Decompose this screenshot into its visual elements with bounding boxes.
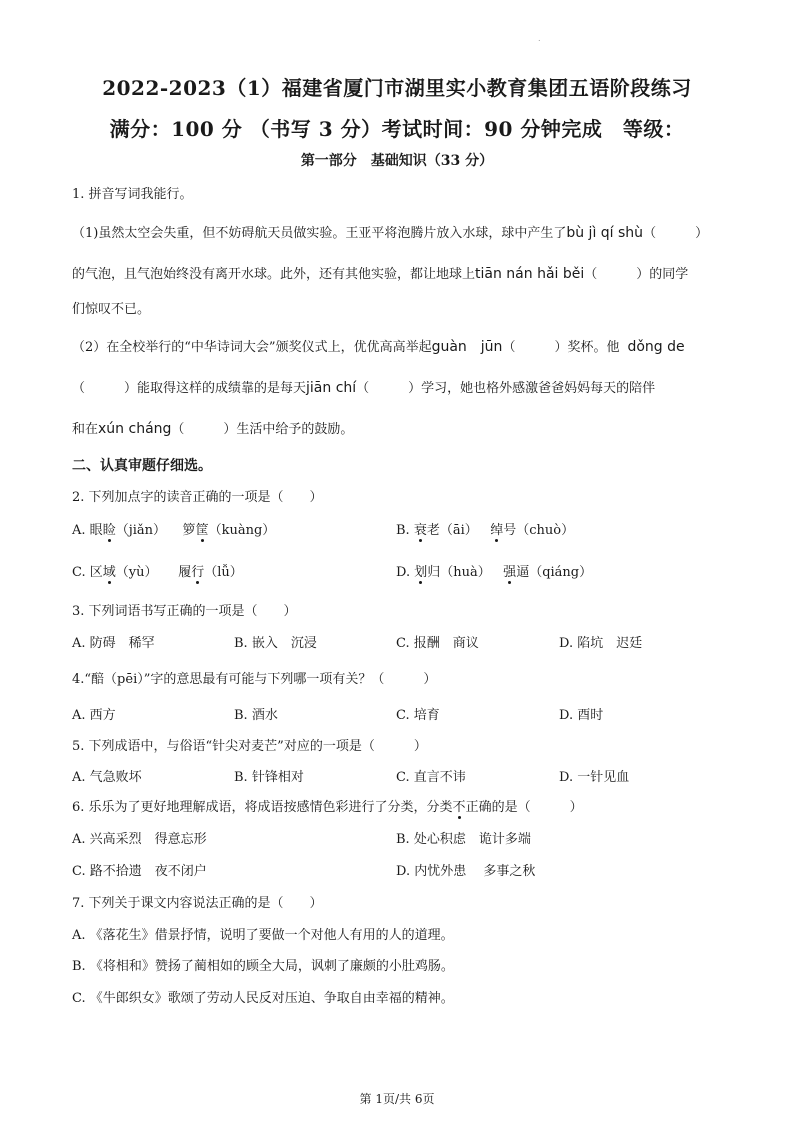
q1-part1-line3: 们惊叹不已。 xyxy=(72,302,151,317)
q1-part2-line2 xyxy=(72,377,655,396)
q7-option-c[interactable]: C. 《牛郎织女》歌颂了劳动人民反对压迫、争取自由幸福的精神。 xyxy=(72,991,454,1006)
q2-c-dotted-char-2: 行 xyxy=(191,561,204,580)
q6-stem-part1: 6. 乐乐为了更好地理解成语，将成语按感情色彩进行了分类，分类 xyxy=(72,800,453,815)
q6-stem-part2: 正确的是（ ） xyxy=(465,800,583,815)
q4-option-c[interactable]: C. 培育 xyxy=(396,708,440,723)
exam-title: 2022-2023（1）福建省厦门市湖里实小教育集团五语阶段练习 xyxy=(102,76,692,100)
q2-option-d[interactable] xyxy=(396,561,592,580)
q2-a-pinyin-2: （kuàng） xyxy=(208,523,276,538)
q7-stem: 7. 下列关于课文内容说法正确的是（ ） xyxy=(72,896,323,911)
q7-option-a[interactable]: A. 《落花生》借景抒情，说明了要做一个对他人有用的人的道理。 xyxy=(72,928,454,943)
q2-a-dotted-char-2: 筐 xyxy=(196,519,209,538)
q1-blank-2[interactable]: （ ）的同学 xyxy=(584,267,689,282)
q2-d-pinyin-2: （qiáng） xyxy=(529,565,593,580)
q1-blank-3[interactable]: （ ）奖杯。他 xyxy=(502,340,620,355)
q2-b-dotted-char: 衰 xyxy=(414,519,427,538)
q6-option-d[interactable]: D. 内忧外患 多事之秋 xyxy=(396,864,536,879)
q6-stem xyxy=(72,796,583,815)
q2-d-pinyin: （huà） xyxy=(440,565,491,580)
q1-part1-text-2: 的气泡，且气泡始终没有离开水球。此外，还有其他实验，都让地球上 xyxy=(72,267,476,282)
q2-c-dotted-char: 域 xyxy=(103,561,116,580)
q2-c-label: C. xyxy=(72,565,86,580)
section-two-heading: 二、认真审题仔细选。 xyxy=(72,458,212,474)
q2-d-char: 归 xyxy=(427,565,441,580)
q1-pinyin-buji: bù jì qí shù xyxy=(566,225,644,241)
q2-a-char-2: 箩 xyxy=(182,523,196,538)
q1-part2-line1 xyxy=(72,336,685,356)
q5-option-c[interactable]: C. 直言不讳 xyxy=(396,770,466,785)
section-one-heading: 第一部分 基础知识（33 分） xyxy=(300,153,494,169)
q1-blank-6[interactable]: （ ）生活中给予的鼓励。 xyxy=(171,422,354,437)
q1-blank-4[interactable]: （ ）能取得这样的成绩靠的是每天 xyxy=(72,381,307,396)
q5-option-d[interactable]: D. 一针见血 xyxy=(559,770,630,785)
q6-option-b[interactable]: B. 处心积虑 诡计多端 xyxy=(396,832,531,847)
q2-c-pinyin: （yù） xyxy=(115,565,158,580)
q2-d-label: D. xyxy=(396,565,411,580)
q2-b-pinyin: （āi） xyxy=(439,523,478,538)
q2-a-label: A. xyxy=(72,523,86,538)
q2-b-pinyin-2: （chuò） xyxy=(516,523,575,538)
q2-c-char-2: 履 xyxy=(178,565,192,580)
q7-option-b[interactable]: B. 《将相和》赞扬了蔺相如的顾全大局，讽刺了廉颇的小肚鸡肠。 xyxy=(72,959,454,974)
q2-a-dotted-char: 睑 xyxy=(103,519,116,538)
q1-part1-line1 xyxy=(72,222,708,241)
q3-option-d[interactable]: D. 陷坑 迟廷 xyxy=(559,636,643,651)
q4-stem: 4.“醅（pēi）”字的意思最有可能与下列哪一项有关？（ ） xyxy=(72,672,437,687)
q6-option-c[interactable]: C. 路不拾遗 夜不闭户 xyxy=(72,864,207,879)
scan-mark: . xyxy=(538,34,541,43)
q1-pinyin-jianchi: jiān chí xyxy=(306,380,357,396)
q2-option-b[interactable] xyxy=(396,519,574,538)
q1-part1-text: （1)虽然太空会失重，但不妨碍航天员做实验。王亚平将泡腾片放入水球，球中产生了 xyxy=(72,226,567,241)
page-number: 第 1页/共 6页 xyxy=(359,1092,435,1106)
q1-part1-line2 xyxy=(72,263,688,282)
q2-option-c[interactable] xyxy=(72,561,243,580)
q2-a-pinyin: （jiǎn） xyxy=(115,523,167,538)
q4-option-b[interactable]: B. 酒水 xyxy=(234,708,278,723)
q5-stem: 5. 下列成语中，与俗语“针尖对麦芒”对应的一项是（ ） xyxy=(72,739,427,754)
q2-b-label: B. xyxy=(396,523,410,538)
q3-option-c[interactable]: C. 报酬 商议 xyxy=(396,636,479,651)
q6-option-a[interactable]: A. 兴高采烈 得意忘形 xyxy=(72,832,207,847)
q1-stem: 1. 拼音写词我能行。 xyxy=(72,187,193,202)
q1-part2-head: 和在 xyxy=(72,422,99,437)
q1-pinyin-tiannan: tiān nán hǎi běi xyxy=(475,266,585,282)
q2-b-dotted-char-2: 绰 xyxy=(490,519,503,538)
q2-d-char-2: 逼 xyxy=(516,565,530,580)
q4-option-a[interactable]: A. 西方 xyxy=(72,708,116,723)
q2-c-char: 区 xyxy=(89,565,103,580)
q1-part2-text: （2）在全校举行的“中华诗词大会”颁奖仪式上，优优高高举起 xyxy=(72,340,432,355)
q1-part2-line3 xyxy=(72,418,353,437)
q2-d-dotted-char: 划 xyxy=(414,561,427,580)
q2-d-dotted-char-2: 强 xyxy=(503,561,516,580)
q1-pinyin-guanjun: guàn jūn xyxy=(431,339,503,355)
q5-option-b[interactable]: B. 针锋相对 xyxy=(234,770,304,785)
q3-option-a[interactable]: A. 防碍 稀罕 xyxy=(72,636,155,651)
q2-option-a[interactable] xyxy=(72,519,275,538)
q2-a-char: 眼 xyxy=(89,523,103,538)
q2-b-char: 老 xyxy=(426,523,440,538)
q1-pinyin-xunchang: xún cháng xyxy=(98,421,172,437)
q1-blank-5[interactable]: （ ）学习，她也格外感激爸爸妈妈每天的陪伴 xyxy=(356,381,656,396)
q2-b-char-2: 号 xyxy=(503,523,517,538)
q2-c-pinyin-2: （lǚ） xyxy=(204,565,243,580)
exam-subtitle: 满分：100 分 （书写 3 分）考试时间：90 分钟完成 等级： xyxy=(109,117,685,141)
q6-stem-dotted: 不 xyxy=(453,796,466,815)
q1-blank-1[interactable]: （ ） xyxy=(643,226,709,241)
q3-stem: 3. 下列词语书写正确的一项是（ ） xyxy=(72,604,297,619)
q4-option-d[interactable]: D. 酉时 xyxy=(559,708,604,723)
q2-stem: 2. 下列加点字的读音正确的一项是（ ） xyxy=(72,490,323,505)
q5-option-a[interactable]: A. 气急败坏 xyxy=(72,770,142,785)
q1-pinyin-dongde: dǒng de xyxy=(627,339,685,355)
q3-option-b[interactable]: B. 嵌入 沉浸 xyxy=(234,636,317,651)
